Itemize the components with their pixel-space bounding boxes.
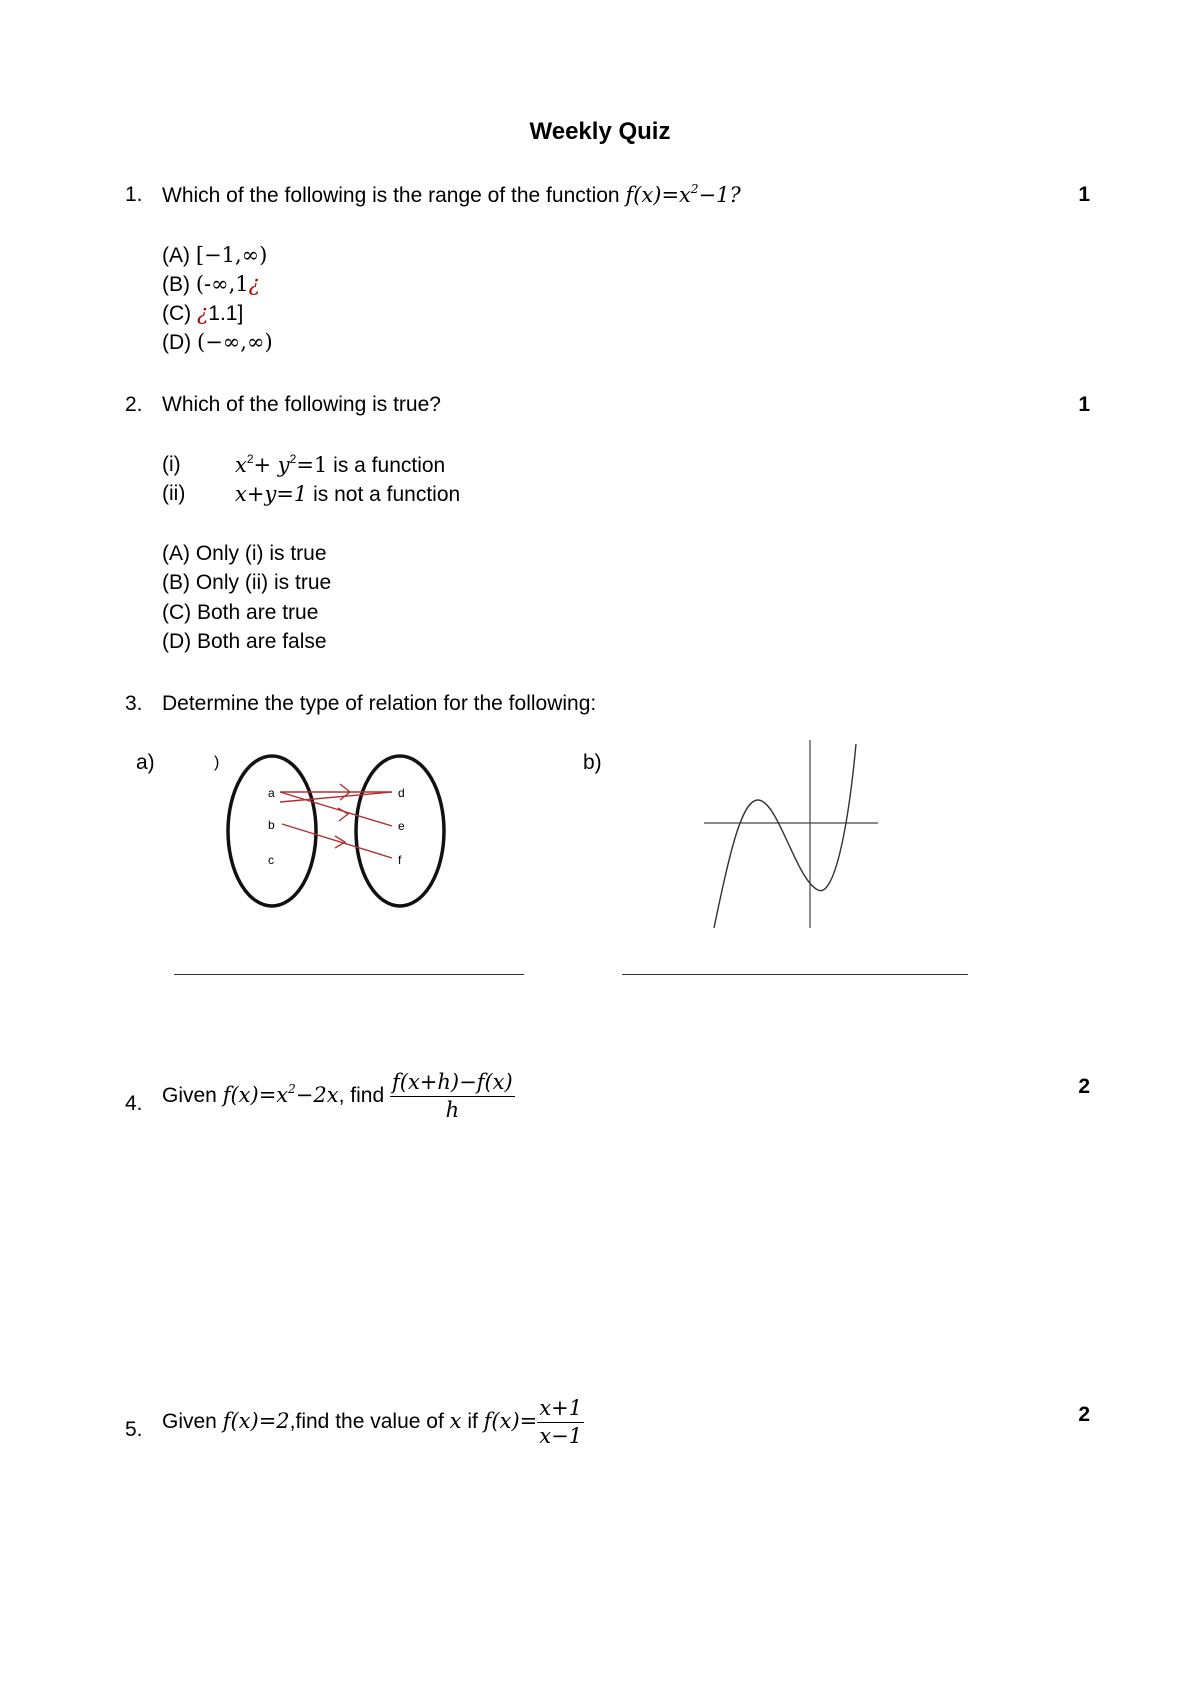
right-element-f: f	[398, 853, 402, 867]
option-c[interactable]: (C) ¿1.1]	[162, 301, 244, 325]
question-text-label: Which of the following is the range of the function	[162, 184, 620, 207]
part-a-label: a)	[136, 751, 155, 774]
question-marks: 2	[1078, 1403, 1090, 1426]
option-d[interactable]: (D) Both are false	[162, 630, 327, 653]
option-b[interactable]: (B) Only (ii) is true	[162, 571, 332, 594]
rational-expression: $\frac{x+1}{x-1}$	[539, 1396, 583, 1449]
left-element-c: c	[268, 853, 274, 867]
statement-text: x+y=1 is not a function	[235, 482, 461, 506]
question-text	[162, 183, 741, 208]
mapping-diagram	[222, 752, 460, 910]
option-a[interactable]: (A) [−1,∞)	[162, 243, 268, 267]
option-a[interactable]: (A) Only (i) is true	[162, 542, 327, 565]
right-element-e: e	[398, 819, 405, 833]
cubic-graph	[700, 740, 890, 930]
option-b[interactable]: (B) (-∞,1¿	[162, 272, 260, 296]
curve	[714, 744, 856, 928]
function-expression: $f(x)=x^2-1$?	[625, 182, 741, 207]
question-text: Which of the following is true?	[162, 393, 441, 416]
difference-quotient: $\frac{f(x+h)-f(x)}{h}$	[391, 1070, 513, 1123]
page-title: Weekly Quiz	[529, 118, 671, 145]
part-b-label: b)	[583, 751, 602, 774]
answer-blank-b[interactable]	[622, 974, 968, 975]
question-number: 3.	[125, 692, 143, 715]
question-marks: 1	[1078, 183, 1090, 206]
question-number: 2.	[125, 393, 143, 416]
statement-label: (ii)	[162, 482, 186, 505]
question-marks: 1	[1078, 393, 1090, 416]
left-element-a: a	[268, 786, 275, 800]
statement-text: $x^2+ y^2=1$ is a function	[235, 452, 446, 477]
statement-label: (i)	[162, 453, 181, 476]
question-number: 5.	[125, 1418, 143, 1441]
question-text: Given f(x)=2,find the value of x if f(x)= $\frac{x+1}{x-1}$	[162, 1396, 583, 1449]
arrow-b-f	[282, 824, 392, 858]
question-marks: 2	[1078, 1075, 1090, 1098]
mapping-arrows	[280, 784, 392, 858]
question-number: 1.	[125, 183, 143, 206]
left-element-b: b	[268, 818, 275, 832]
option-c[interactable]: (C) Both are true	[162, 601, 319, 624]
right-element-d: d	[398, 786, 405, 800]
question-text: Given $f(x)=x^2-2x$, find $\frac{f(x+h)-f(x)}{h}$	[162, 1070, 513, 1123]
question-text: Determine the type of relation for the following:	[162, 692, 597, 715]
stray-mark: )	[214, 754, 220, 771]
answer-blank-a[interactable]	[174, 974, 524, 975]
option-d[interactable]: (D) (−∞,∞)	[162, 330, 273, 354]
question-number: 4.	[125, 1092, 143, 1115]
